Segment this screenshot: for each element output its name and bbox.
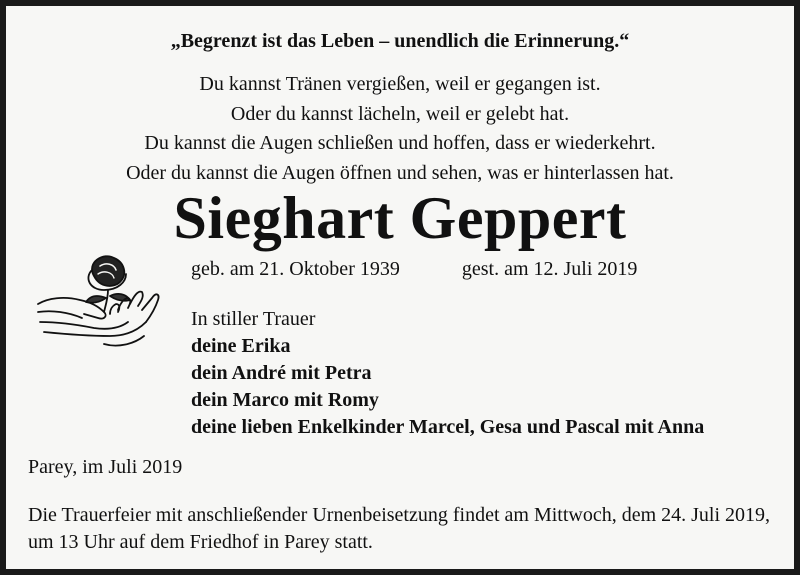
mourner-entry: deine Erika bbox=[191, 335, 291, 357]
funeral-info-line: Die Trauerfeier mit anschließender Urnenbeisetzung findet am Mittwoch, dem 24. Juli 2019, bbox=[28, 504, 771, 526]
poem bbox=[6, 70, 794, 188]
poem-line: Oder du kannst die Augen öffnen und sehen, was er hinterlassen hat. bbox=[126, 161, 674, 184]
birth-date: geb. am 21. Oktober 1939 bbox=[191, 258, 400, 280]
poem-line: Du kannst Tränen vergießen, weil er gegangen ist. bbox=[199, 73, 601, 95]
deceased-name: Sieghart Geppert bbox=[173, 185, 627, 251]
death-date: gest. am 12. Juli 2019 bbox=[461, 258, 638, 280]
mourner-entry: dein André mit Petra bbox=[191, 362, 372, 384]
mourner-entry: deine lieben Enkelkinder Marcel, Gesa und Pascal mit Anna bbox=[191, 416, 705, 438]
mourning-heading: In stiller Trauer bbox=[191, 308, 316, 330]
mourner-entry: dein Marco mit Romy bbox=[191, 389, 379, 411]
life-dates bbox=[191, 258, 637, 281]
motto-quote: „Begrenzt ist das Leben – unendlich die Erinnerung.“ bbox=[170, 30, 630, 52]
funeral-info bbox=[28, 502, 780, 556]
poem-line: Oder du kannst lächeln, weil er gelebt hat. bbox=[230, 102, 570, 125]
place-and-date: Parey, im Juli 2019 bbox=[28, 456, 183, 478]
poem-line: Du kannst die Augen schließen und hoffen, dass er wiederkehrt. bbox=[144, 132, 656, 154]
funeral-info-line: um 13 Uhr auf dem Friedhof in Parey statt. bbox=[28, 531, 373, 553]
rose-in-hands-icon bbox=[34, 248, 166, 365]
mourners-block bbox=[191, 306, 704, 441]
